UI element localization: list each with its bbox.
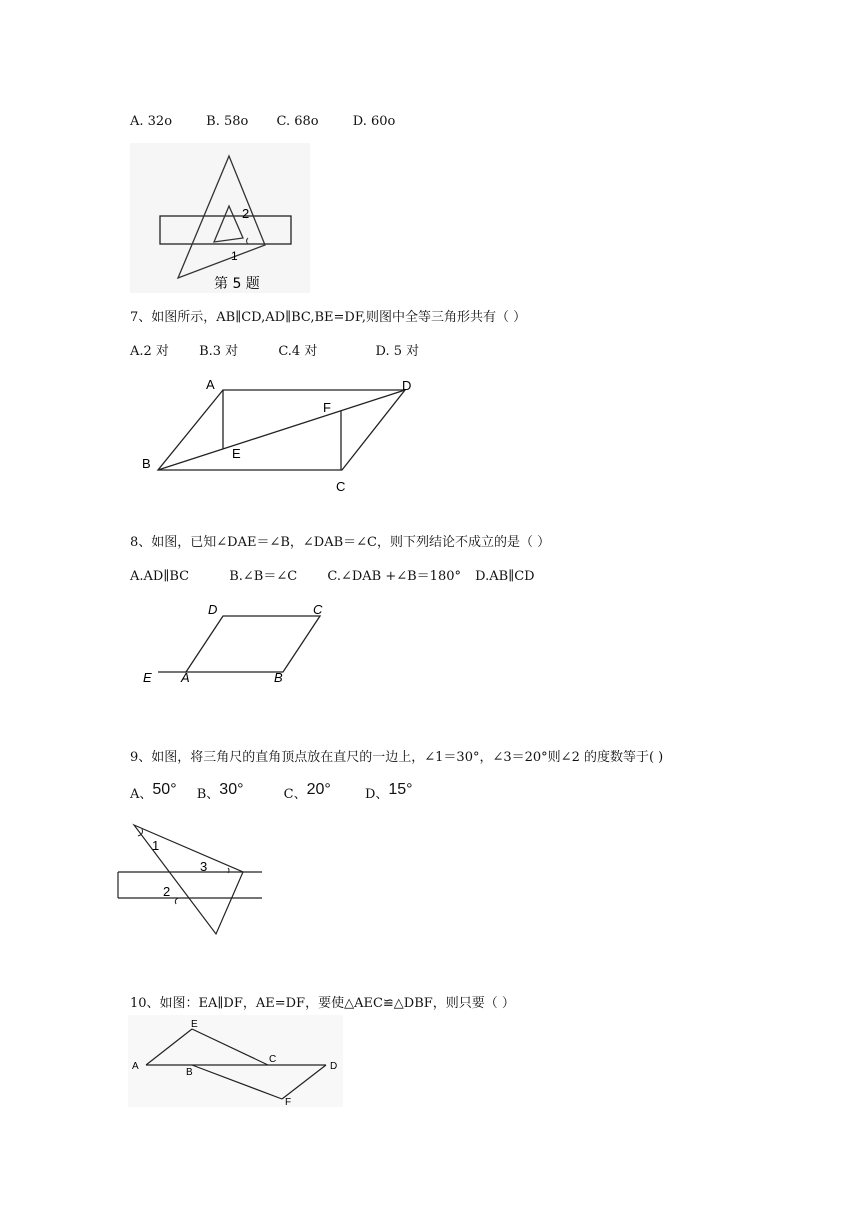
q6-options	[130, 114, 395, 129]
q7-options	[130, 340, 419, 359]
q9-figure	[116, 820, 266, 938]
q7-label-A: A	[206, 377, 215, 392]
q7-option-c: C.4 对	[278, 344, 318, 359]
q7-figure	[130, 372, 430, 497]
q9-option-b-letter: B、	[196, 787, 220, 802]
q7-label-E: E	[232, 446, 241, 461]
q10-label-D: D	[330, 1061, 338, 1072]
q7-label-B: B	[142, 456, 151, 471]
q9-text: 9、如图，将三角尺的直角顶点放在直尺的一边上，∠1＝30°，∠3＝20°则∠2 的度数等于( )	[130, 750, 664, 765]
q8-text: 8、如图，已知∠DAE＝∠B，∠DAB＝∠C，则下列结论不成立的是（ ）	[130, 535, 551, 550]
q8-label-A: A	[181, 670, 190, 685]
q10-figure	[128, 1015, 343, 1107]
q10-label-F: F	[285, 1097, 292, 1107]
q7-label-F: F	[323, 400, 331, 415]
q8-option-d: D.AB∥CD	[475, 569, 535, 584]
q9-angle3-label: 3	[200, 859, 208, 874]
q6-option-a: A. 32o	[130, 114, 173, 129]
q8-option-a: A.AD∥BC	[130, 569, 190, 584]
q7-option-b: B.3 对	[199, 344, 239, 359]
q6-figure-caption: 第 5 题	[214, 276, 260, 292]
q9-option-c-value: 20°	[306, 781, 331, 798]
q8-label-B: B	[274, 670, 283, 685]
q9-option-d-letter: D、	[364, 787, 389, 802]
q10-label-B: B	[186, 1067, 193, 1078]
q6-option-c: C. 68o	[276, 114, 319, 129]
q7-option-a: A.2 对	[130, 344, 169, 359]
q9-angle2-label: 2	[163, 884, 171, 899]
q9-option-d	[365, 783, 413, 803]
q9-option-c	[284, 783, 331, 803]
q6-angle1-label: 1	[231, 249, 238, 263]
q8-label-E: E	[143, 670, 152, 685]
q9-option-a-letter: A、	[130, 787, 153, 802]
q8-option-b: B.∠B＝∠C	[229, 569, 298, 584]
q8-figure	[138, 600, 338, 690]
q9-option-a-value: 50°	[152, 781, 177, 798]
q7-label-C: C	[336, 479, 346, 494]
q8-options	[130, 565, 535, 584]
q6-angle2-label: 2	[242, 206, 250, 221]
q8-option-c: C.∠DAB +∠B＝180°	[327, 569, 462, 584]
q6-figure	[130, 143, 310, 293]
q9-option-a	[130, 783, 177, 803]
q9-angle1-label: 1	[152, 838, 160, 853]
q9-option-c-letter: C、	[283, 787, 307, 802]
q10-text: 10、如图：EA∥DF，AE=DF，要使△AEC≌△DBF，则只要（ ）	[130, 996, 515, 1011]
q9-option-d-value: 15°	[388, 781, 413, 798]
q7-text: 7、如图所示，AB∥CD,AD∥BC,BE=DF,则图中全等三角形共有（ ）	[130, 310, 527, 325]
q9-options	[130, 783, 413, 803]
q10-label-A: A	[132, 1061, 139, 1072]
q6-option-b: B. 58o	[206, 114, 249, 129]
q10-label-C: C	[269, 1054, 277, 1065]
q8-label-C: C	[313, 602, 323, 617]
q7-label-D: D	[402, 378, 412, 393]
q10-label-E: E	[191, 1019, 198, 1030]
q7-option-d: D. 5 对	[375, 344, 420, 359]
q9-option-b	[197, 783, 244, 803]
q9-option-b-value: 30°	[219, 781, 244, 798]
q8-label-D: D	[208, 602, 218, 617]
q6-option-d: D. 60o	[352, 114, 396, 129]
